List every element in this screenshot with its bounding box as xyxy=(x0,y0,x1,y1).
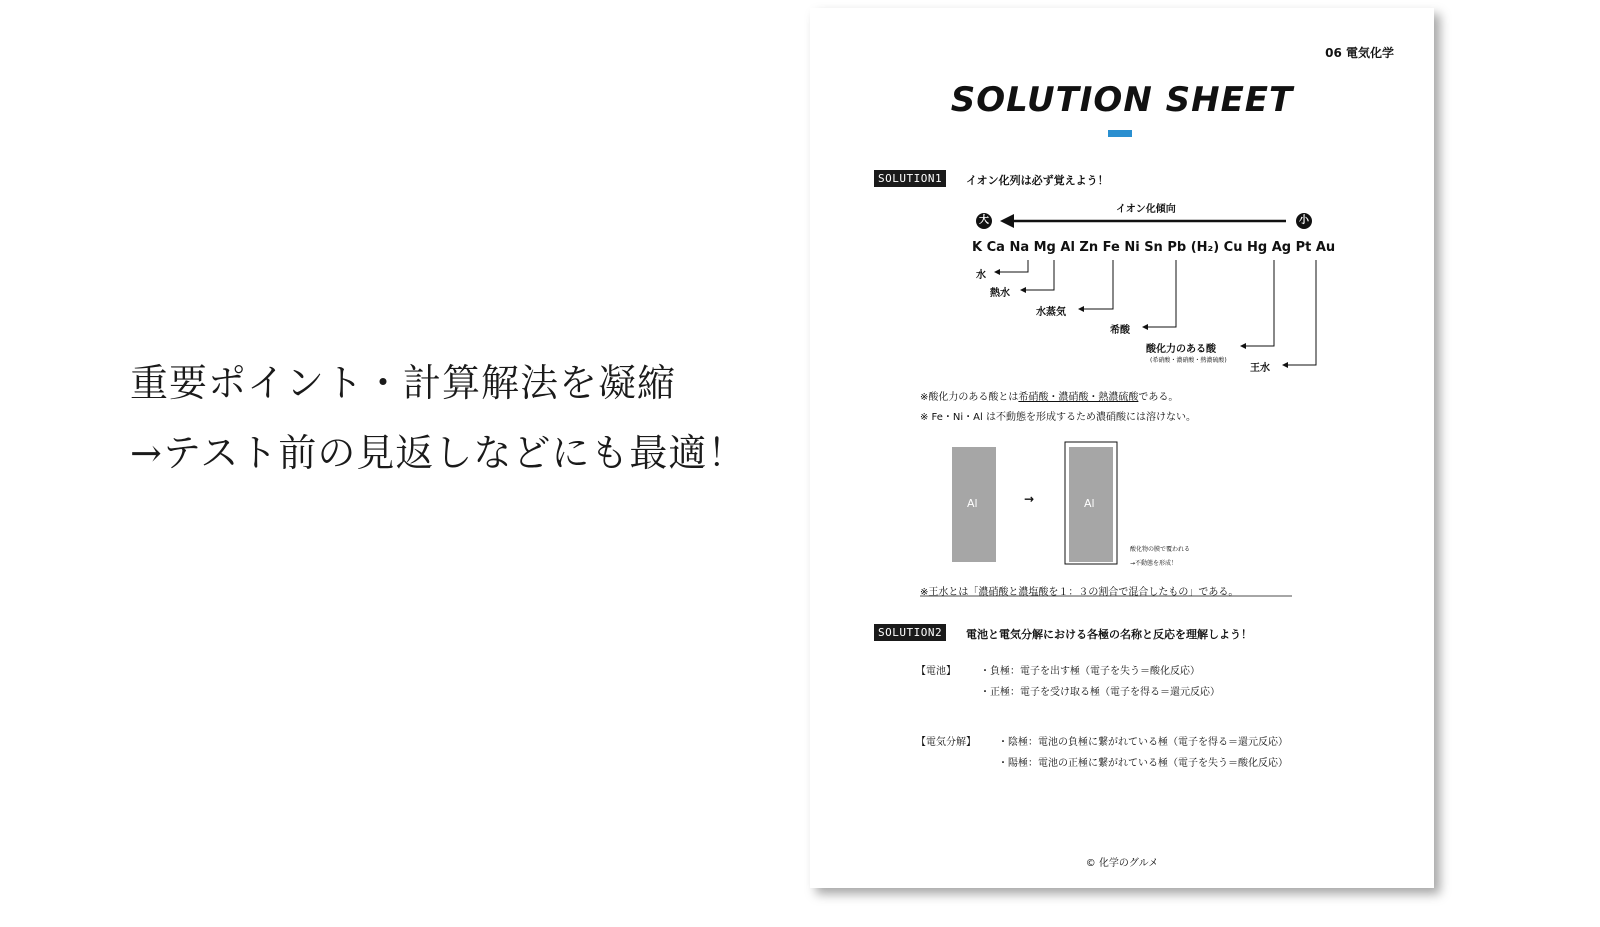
electrolysis-label: 【電気分解】 xyxy=(916,737,976,748)
reaction-aqua-regia: 王水 xyxy=(1250,363,1270,374)
copyright-footer: © 化学のグルメ xyxy=(1085,858,1159,869)
chapter-label: 06 電気化学 xyxy=(1325,46,1394,60)
caption-line-1: 重要ポイント・計算解法を凝縮 xyxy=(130,361,677,405)
solution-sheet-page xyxy=(810,8,1434,888)
reaction-water: 水 xyxy=(976,270,986,281)
solution1-badge: SOLUTION1 xyxy=(874,170,946,187)
ionization-tendency-label: イオン化傾向 xyxy=(1116,204,1176,215)
caption-line-2: →テスト前の見返しなどにも最適！ xyxy=(130,431,747,475)
metal-label-passivated: Al xyxy=(1084,497,1095,510)
note-aqua-regia: ※王水とは「濃硝酸と濃塩酸を１：３の割合で混合したもの」である。 xyxy=(920,587,1239,598)
reaction-oxidizing-acid: 酸化力のある酸 xyxy=(1146,344,1216,355)
electrolysis-anode: ・陽極：電池の正極に繋がれている極（電子を失う＝酸化反応） xyxy=(998,758,1288,769)
oxidizing-acid-note: (希硝酸・濃硝酸・熱濃硫酸) xyxy=(1150,357,1227,364)
passivation-arrow: → xyxy=(1024,492,1035,506)
metal-label-bare: Al xyxy=(967,497,978,510)
solution1-title: イオン化列は必ず覚えよう！ xyxy=(966,174,1109,187)
battery-negative: ・負極：電子を出す極（電子を失う＝酸化反応） xyxy=(980,666,1200,677)
ionization-series: K Ca Na Mg Al Zn Fe Ni Sn Pb (H₂) Cu Hg Ag Pt Au xyxy=(972,240,1336,255)
small-marker: 小 xyxy=(1296,213,1312,229)
reaction-steam: 水蒸気 xyxy=(1036,307,1066,318)
note1-underlined: 希硝酸・濃硝酸・熱濃硫酸 xyxy=(1018,392,1139,403)
reaction-dilute-acid: 希酸 xyxy=(1110,325,1130,336)
sheet-title: SOLUTION SHEET xyxy=(950,80,1294,120)
reaction-hot-water: 熱水 xyxy=(990,288,1010,299)
note-oxidizing-acid xyxy=(920,388,1178,403)
note1-prefix: ※酸化力のある酸とは xyxy=(920,392,1019,403)
big-marker: 大 xyxy=(976,213,992,229)
electrolysis-cathode: ・陰極：電池の負極に繋がれている極（電子を得る＝還元反応） xyxy=(998,737,1288,748)
solution2-title: 電池と電気分解における各極の名称と反応を理解しよう！ xyxy=(966,628,1252,641)
metal-plate-bare xyxy=(952,447,996,562)
solution2-badge: SOLUTION2 xyxy=(874,624,946,641)
passive-film-note: 酸化物の膜で覆われる xyxy=(1130,546,1191,553)
metal-plate-passivated xyxy=(1069,447,1113,562)
battery-positive: ・正極：電子を受け取る極（電子を得る＝還元反応） xyxy=(980,687,1220,698)
note-passivation: ※ Fe・Ni・Al は不動態を形成するため濃硝酸には溶けない。 xyxy=(920,412,1196,423)
battery-label: 【電池】 xyxy=(916,666,956,677)
passive-state-note: →不動態を形成！ xyxy=(1130,560,1178,567)
note1-suffix: である。 xyxy=(1138,392,1179,403)
